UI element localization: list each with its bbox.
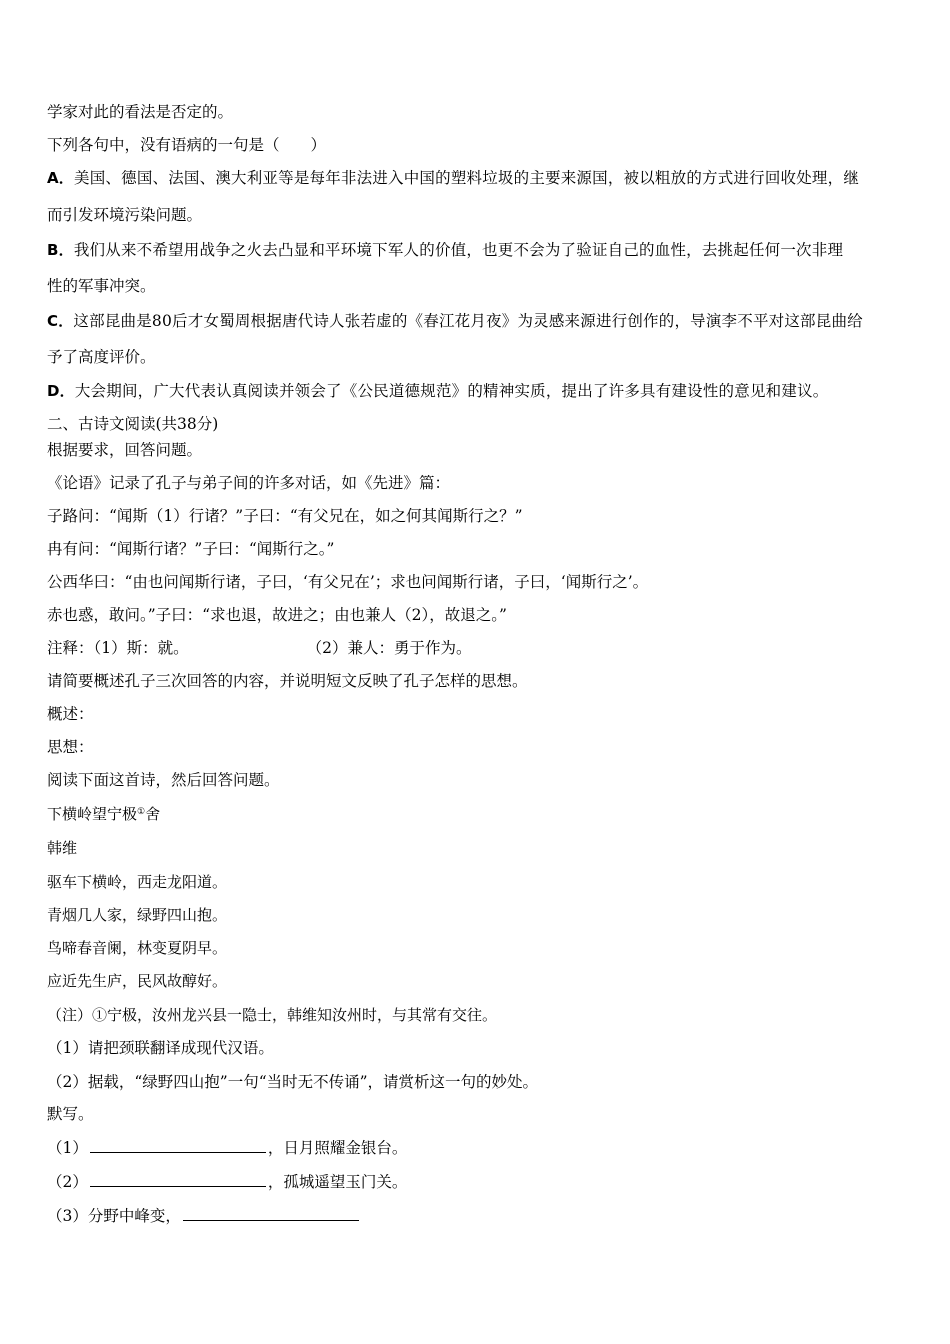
poem-line-3: 鸟啼春音阑，林变夏阴早。 [47,939,228,957]
dialogue-gongxi: 公西华曰：“由也问闻斯行诸，子曰，‘有父兄在’；求也问闻斯行诸，子曰，‘闻斯行之’。 [47,573,649,591]
option-b [47,240,843,260]
dialogue-zilu: 子路问：“闻斯（1）行诸？”子曰：“有父兄在，如之何其闻斯行之？” [47,507,523,525]
poem-line-2: 青烟几人家，绿野四山抱。 [47,906,228,924]
poem-note: （注）①宁极，汝州龙兴县一隐士，韩维知汝州时，与其常有交往。 [47,1006,498,1024]
poem-line-1: 驱车下横岭，西走龙阳道。 [47,873,228,891]
dictation-item-3: （3）分野中峰变， [47,1206,361,1226]
option-d [47,381,828,401]
dictation-item-2: （2） ，孤城遥望玉门关。 [47,1173,408,1191]
annotation-2: （2）兼人：勇于作为。 [306,639,472,657]
lunyu-intro: 《论语》记录了孔子与弟子间的许多对话，如《先进》篇： [47,474,451,492]
option-c-cont: 予了高度评价。 [47,348,156,366]
dictation-item-1: （1） ，日月照耀金银台。 [47,1139,408,1157]
annotation [47,638,472,658]
dictation-heading: 默写。 [47,1105,94,1123]
option-c-text: 这部昆曲是80后才女蜀周根据唐代诗人张若虚的《春江花月夜》为灵感来源进行创作的，导演李不平对这部昆曲给 [73,312,863,330]
option-a-label: A． [47,169,75,187]
option-a [47,168,859,188]
option-d-label: D． [47,382,75,400]
annotation-1: 注释：（1）斯：就。 [47,639,189,657]
instruction: 根据要求，回答问题。 [47,441,203,459]
fill-blank[interactable] [183,1206,359,1221]
poem-author: 韩维 [47,839,78,857]
option-c-label: C． [47,312,74,330]
section-heading: 二、古诗文阅读(共38分) [47,415,219,433]
option-b-cont: 性的军事冲突。 [47,277,156,295]
answer-summary-label: 概述： [47,705,94,723]
option-a-cont: 而引发环境污染问题。 [47,206,203,224]
dialogue-ranyou: 冉有问：“闻斯行诸？”子曰：“闻斯行之。” [47,540,335,558]
poem-instruction: 阅读下面这首诗，然后回答问题。 [47,771,280,789]
fill-blank[interactable] [90,1172,266,1187]
option-c [47,311,863,331]
poem-title: 下横岭望宁极①舍 [47,805,161,823]
option-b-text: 我们从来不希望用战争之火去凸显和平环境下军人的价值，也更不会为了验证自己的血性，去挑起任何一次非理 [73,241,844,259]
footnote-marker: ① [137,807,146,817]
option-b-label: B． [47,241,74,259]
fill-blank[interactable] [90,1138,266,1153]
option-a-text: 美国、德国、法国、澳大利亚等是每年非法进入中国的塑料垃圾的主要来源国，被以粗放的方式进行回收处理，继 [74,169,860,187]
dialogue-chi: 赤也惑，敢问。”子曰：“求也退，故进之；由也兼人（2），故退之。” [47,606,507,624]
option-d-text: 大会期间，广大代表认真阅读并领会了《公民道德规范》的精神实质，提出了许多具有建设性的意见和建议。 [74,382,829,400]
poem-question-2: （2）据载，“绿野四山抱”一句“当时无不传诵”，请赏析这一句的妙处。 [47,1073,539,1091]
answer-thought-label: 思想： [47,738,94,756]
text-line: 学家对此的看法是否定的。 [47,103,234,121]
question-brief: 请简要概述孔子三次回答的内容，并说明短文反映了孔子怎样的思想。 [47,672,528,690]
poem-question-1: （1）请把颈联翻译成现代汉语。 [47,1039,274,1057]
question-stem: 下列各句中，没有语病的一句是（ ） [47,136,327,154]
poem-line-4: 应近先生庐，民风故醇好。 [47,972,228,990]
